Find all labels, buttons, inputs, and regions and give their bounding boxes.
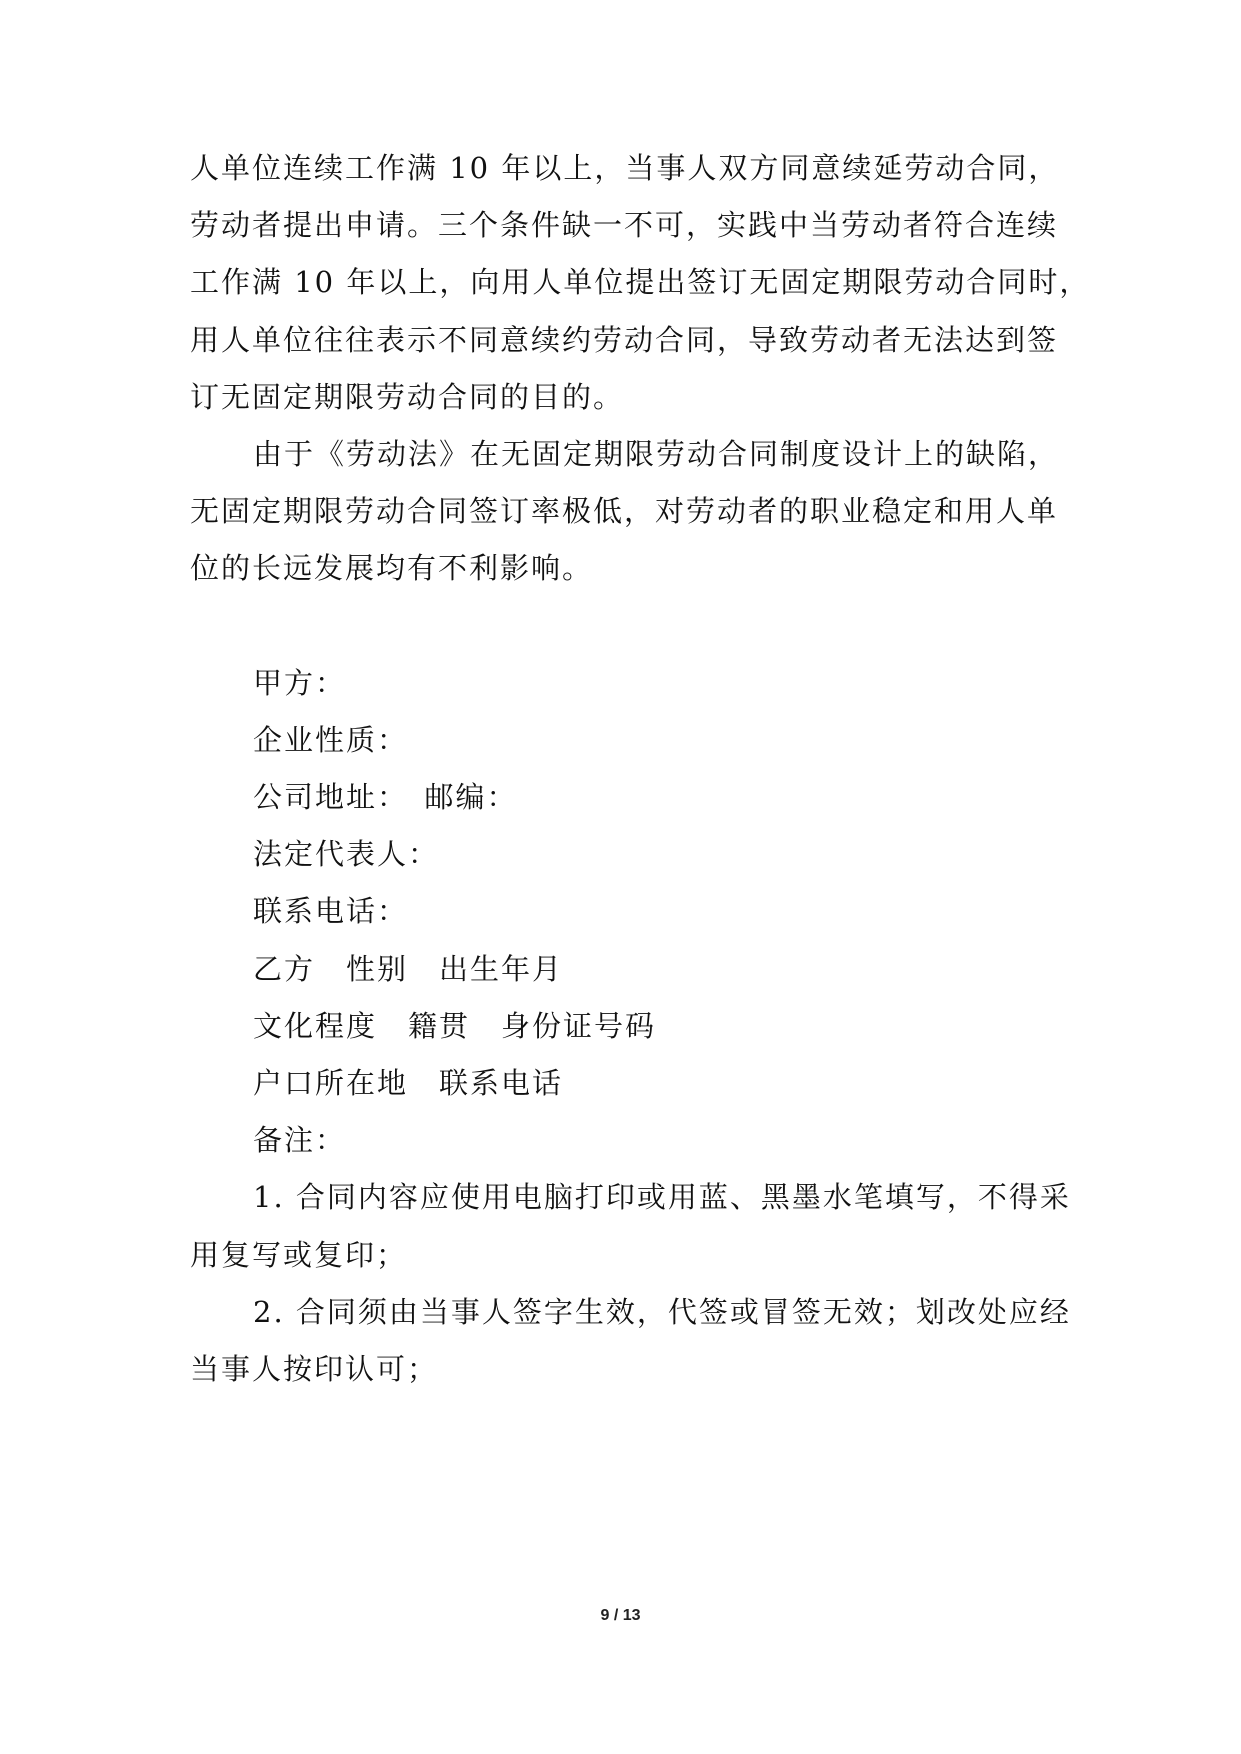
body-line-8: 位的长远发展均有不利影响。 — [190, 551, 594, 585]
body-line-7: 无固定期限劳动合同签订率极低，对劳动者的职业稳定和用人单 — [190, 494, 1059, 528]
note-item-1-line-1: 1. 合同内容应使用电脑打印或用蓝、黑墨水笔填写，不得采 — [253, 1180, 1071, 1214]
body-line-5: 订无固定期限劳动合同的目的。 — [190, 380, 625, 414]
enterprise-nature-label: 企业性质： — [253, 723, 409, 757]
body-line-6: 由于《劳动法》在无固定期限劳动合同制度设计上的缺陷， — [253, 437, 1060, 471]
legal-representative-label: 法定代表人： — [253, 837, 440, 871]
body-line-4: 用人单位往往表示不同意续约劳动合同，导致劳动者无法达到签 — [190, 323, 1059, 357]
contact-phone-label: 联系电话： — [253, 894, 409, 928]
household-label: 户口所在地 联系电话 — [253, 1066, 564, 1100]
body-line-2: 劳动者提出申请。三个条件缺一不可，实践中当劳动者符合连续 — [190, 208, 1059, 242]
notes-heading: 备注： — [253, 1123, 347, 1157]
note-item-2-line-2: 当事人按印认可； — [190, 1352, 439, 1386]
party-a-label: 甲方： — [253, 666, 347, 700]
education-label: 文化程度 籍贯 身份证号码 — [253, 1009, 657, 1043]
body-line-1: 人单位连续工作满 10 年以上，当事人双方同意续延劳动合同， — [190, 151, 1060, 185]
party-b-label: 乙方 性别 出生年月 — [253, 952, 564, 986]
page-number: 9 / 13 — [600, 1607, 641, 1624]
note-item-2-line-1: 2. 合同须由当事人签字生效，代签或冒签无效；划改处应经 — [253, 1295, 1071, 1329]
note-item-1-line-2: 用复写或复印； — [190, 1238, 408, 1272]
company-address-label: 公司地址： 邮编： — [253, 780, 518, 814]
body-line-3: 工作满 10 年以上，向用人单位提出签订无固定期限劳动合同时， — [190, 265, 1091, 299]
